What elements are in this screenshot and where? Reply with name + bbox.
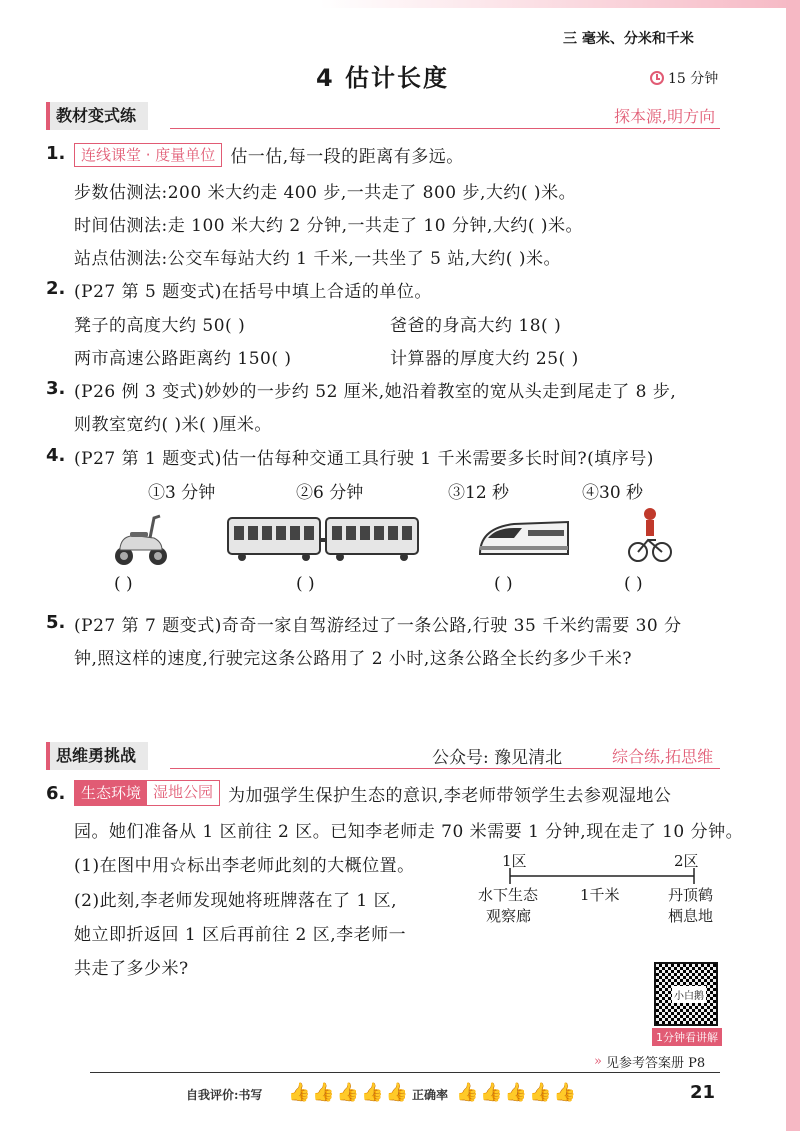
question-text: 估一估,每一段的距离有多远。 (230, 147, 464, 167)
topic-tag: 湿地公园 (153, 783, 214, 801)
page-edge-decoration (786, 0, 800, 1131)
answer-blank[interactable]: ( ) (114, 574, 133, 594)
question-text: (P26 例 3 变式)妙妙的一步约 52 厘米,她沿着教室的宽从头走到尾走了 8 步, (74, 382, 677, 402)
option-label: ④30 秒 (582, 483, 644, 503)
self-eval-label: 自我评价:书写 (186, 1088, 263, 1102)
answer-reference-text: 见参考答案册 P8 (605, 1056, 706, 1071)
double-chevron-icon: » (594, 1054, 602, 1069)
question-1-stem (74, 142, 464, 167)
question-number: 5. (46, 612, 66, 633)
section-tag-textbook: 教材变式练 (46, 102, 148, 130)
question-number: 1. (46, 143, 66, 164)
question-text: 则教室宽约( )米( )厘米。 (74, 415, 272, 435)
topic-tags (74, 780, 220, 806)
answer-reference (594, 1052, 705, 1071)
question-number: 3. (46, 378, 66, 399)
train-icon (226, 514, 420, 562)
question-text: 园。她们准备从 1 区前往 2 区。已知李老师走 70 米需要 1 分钟,现在走了 10 分钟。 (74, 822, 744, 842)
accuracy-label: 正确率 (412, 1088, 449, 1102)
q2-item: 两市高速公路距离约 150( ) (74, 349, 292, 369)
right-place-label: 栖息地 (668, 907, 714, 925)
qr-label: 1分钟看讲解 (652, 1028, 722, 1046)
clock-icon (650, 71, 664, 85)
bicycle-rider-icon (628, 506, 672, 564)
page-top-decoration (320, 0, 800, 8)
answer-blank[interactable]: ( ) (494, 574, 513, 594)
accuracy-rating-thumbs-icon[interactable]: 👍👍👍👍👍 (456, 1082, 579, 1103)
q1-line: 步数估测法:200 米大约走 400 步,一共走了 800 步,大约( )米。 (74, 183, 577, 203)
option-label: ①3 分钟 (148, 483, 216, 503)
left-place-label: 水下生态 (478, 886, 539, 904)
question-number: 4. (46, 445, 66, 466)
time-text: 15 分钟 (668, 71, 719, 87)
option-label: ③12 秒 (448, 483, 510, 503)
question-text: (P27 第 5 题变式)在括号中填上合适的单位。 (74, 282, 432, 302)
q2-item: 计算器的厚度大约 25( ) (390, 349, 579, 369)
bullet-train-icon (474, 514, 572, 560)
section-divider (170, 768, 720, 769)
question-number: 2. (46, 278, 66, 299)
question-text: (P27 第 7 题变式)奇奇一家自驾游经过了一条公路,行驶 35 千米约需要 30 分 (74, 616, 682, 636)
section-tag-challenge: 思维勇挑战 (46, 742, 148, 770)
distance-line-diagram[interactable] (508, 866, 698, 886)
answer-blank[interactable]: ( ) (624, 574, 643, 594)
page-title: 4 估计长度 (316, 64, 450, 92)
question-6-stem (74, 780, 671, 806)
page-number: 21 (690, 1082, 716, 1103)
footer-divider (90, 1072, 720, 1073)
question-text: (P27 第 1 题变式)估一估每种交通工具行驶 1 千米需要多长时间?(填序号) (74, 449, 654, 469)
option-label: ②6 分钟 (296, 483, 364, 503)
question-text: 钟,照这样的速度,行驶完这条公路用了 2 小时,这条公路全长约多少千米? (74, 649, 632, 669)
sub-question: 共走了多少米? (74, 959, 189, 979)
time-estimate (650, 68, 718, 88)
topic-tag: 生态环境 (75, 781, 147, 805)
question-number: 6. (46, 783, 66, 804)
question-text: 为加强学生保护生态的意识,李老师带领学生去参观湿地公 (228, 785, 672, 806)
left-place-label: 观察廊 (486, 907, 532, 925)
q1-line: 站点估测法:公交车每站大约 1 千米,一共坐了 5 站,大约( )米。 (74, 249, 561, 269)
qr-center-text: 小白鹅 (672, 986, 706, 1003)
q1-line: 时间估测法:走 100 米大约 2 分钟,一共走了 10 分钟,大约( )米。 (74, 216, 584, 236)
sub-question: 她立即折返回 1 区后再前往 2 区,李老师一 (74, 925, 407, 945)
distance-label: 1千米 (580, 886, 620, 904)
section-subtitle: 综合练,拓思维 (612, 747, 714, 766)
chapter-heading: 三 毫米、分米和千米 (563, 31, 694, 47)
watermark-text: 公众号: 豫见清北 (432, 748, 563, 768)
q2-item: 爸爸的身高大约 18( ) (390, 316, 562, 336)
right-place-label: 丹顶鹤 (668, 886, 714, 904)
zone-2-label: 2区 (674, 852, 699, 870)
answer-blank[interactable]: ( ) (296, 574, 315, 594)
q2-item: 凳子的高度大约 50( ) (74, 316, 246, 336)
writing-rating-thumbs-icon[interactable]: 👍👍👍👍👍 (288, 1082, 411, 1103)
section-divider (170, 128, 720, 129)
topic-tag: 连线课堂 · 度量单位 (74, 143, 222, 167)
sub-question: (2)此刻,李老师发现她将班牌落在了 1 区, (74, 891, 398, 911)
section-subtitle: 探本源,明方向 (614, 107, 716, 126)
sub-question: (1)在图中用☆标出李老师此刻的大概位置。 (74, 856, 415, 876)
zone-1-label: 1区 (502, 852, 527, 870)
scooter-icon (110, 508, 170, 568)
